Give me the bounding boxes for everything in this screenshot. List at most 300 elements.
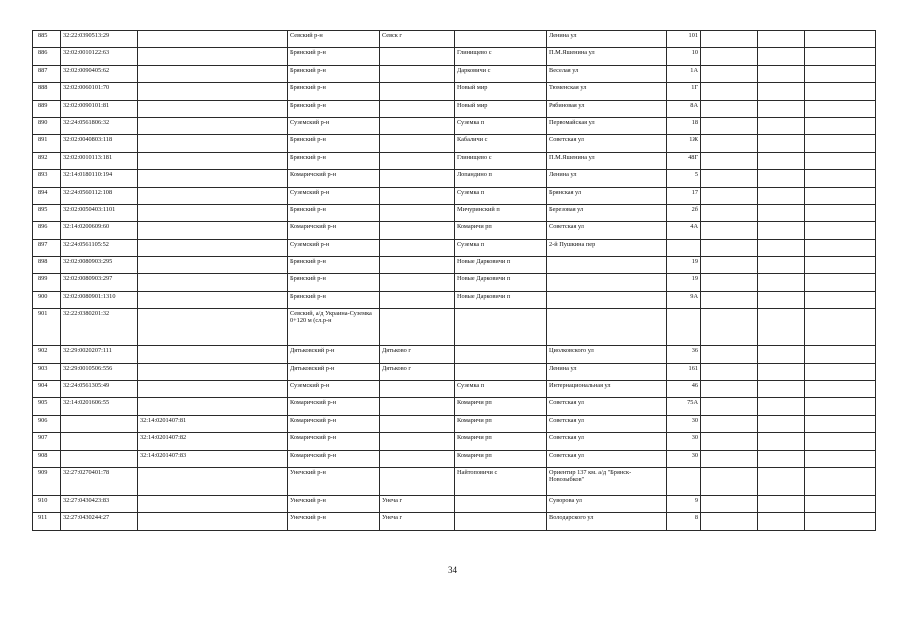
empty-cell-1 [701,48,758,65]
empty-cell-3 [805,83,876,100]
street-cell [547,291,667,308]
empty-cell-3 [805,239,876,256]
table-row [33,117,876,134]
empty-cell-3 [805,450,876,467]
street-cell: Тюменская ул [547,83,667,100]
city-cell [380,100,455,117]
cadastral-number: 32:02:0080901:1310 [61,291,138,308]
house-number-cell [667,309,701,346]
empty-cell-2 [758,222,805,239]
empty-cell-1 [701,346,758,363]
cadastral-number: 32:02:0080903:295 [61,257,138,274]
table-row [33,100,876,117]
row-number: 901 [33,309,61,346]
table-row [33,450,876,467]
row-number: 904 [33,381,61,398]
empty-cell-1 [701,204,758,221]
building-cadastral-number [138,363,288,380]
empty-cell-1 [701,239,758,256]
house-number-cell: 30 [667,450,701,467]
building-cadastral-number [138,170,288,187]
cadastral-number: 32:02:0080903:297 [61,274,138,291]
empty-cell-1 [701,309,758,346]
table-row [33,204,876,221]
table-row [33,381,876,398]
house-number-cell [667,239,701,256]
district-cell: Брянский р-н [288,100,380,117]
building-cadastral-number [138,135,288,152]
district-cell: Унечский р-н [288,467,380,495]
city-cell [380,433,455,450]
cadastral-number: 32:02:0050403:1101 [61,204,138,221]
street-cell: Интернациональная ул [547,381,667,398]
cadastral-number [61,415,138,432]
street-cell [547,257,667,274]
building-cadastral-number [138,495,288,512]
settlement-cell: Суземка п [455,187,547,204]
empty-cell-2 [758,83,805,100]
property-registry-table [32,30,876,531]
table-row [33,363,876,380]
row-number: 903 [33,363,61,380]
cadastral-number: 32:02:0090405:62 [61,65,138,82]
empty-cell-3 [805,291,876,308]
table-row [33,257,876,274]
table-row [33,83,876,100]
city-cell [380,257,455,274]
empty-cell-1 [701,117,758,134]
settlement-cell: Суземка п [455,239,547,256]
row-number: 893 [33,170,61,187]
empty-cell-1 [701,467,758,495]
row-number: 900 [33,291,61,308]
empty-cell-2 [758,309,805,346]
empty-cell-3 [805,363,876,380]
building-cadastral-number: 32:14:0201407:82 [138,433,288,450]
street-cell: Циолковского ул [547,346,667,363]
row-number: 910 [33,495,61,512]
empty-cell-3 [805,187,876,204]
empty-cell-1 [701,381,758,398]
city-cell [380,83,455,100]
street-cell: Ленина ул [547,31,667,48]
city-cell: Унеча г [380,513,455,530]
row-number: 905 [33,398,61,415]
settlement-cell [455,495,547,512]
city-cell: Севск г [380,31,455,48]
district-cell: Суземский р-н [288,187,380,204]
empty-cell-1 [701,170,758,187]
house-number-cell: 1Ж [667,135,701,152]
row-number: 889 [33,100,61,117]
cadastral-number: 32:22:0380201:32 [61,309,138,346]
empty-cell-3 [805,398,876,415]
building-cadastral-number [138,239,288,256]
building-cadastral-number [138,222,288,239]
cadastral-number: 32:02:0010113:181 [61,152,138,169]
settlement-cell: Новый мир [455,83,547,100]
settlement-cell: Новые Дарковичи п [455,274,547,291]
table-row [33,398,876,415]
empty-cell-2 [758,398,805,415]
empty-cell-3 [805,467,876,495]
empty-cell-3 [805,152,876,169]
street-cell: Советская ул [547,135,667,152]
house-number-cell: 5 [667,170,701,187]
empty-cell-1 [701,495,758,512]
table-row [33,467,876,495]
building-cadastral-number [138,48,288,65]
street-cell: Советская ул [547,415,667,432]
district-cell: Унечский р-н [288,495,380,512]
building-cadastral-number: 32:14:0201407:83 [138,450,288,467]
district-cell: Комаричский р-н [288,170,380,187]
row-number: 902 [33,346,61,363]
empty-cell-2 [758,187,805,204]
building-cadastral-number [138,309,288,346]
empty-cell-2 [758,467,805,495]
empty-cell-1 [701,152,758,169]
building-cadastral-number [138,31,288,48]
empty-cell-3 [805,415,876,432]
district-cell: Севский, а/д Украина-Суземка 0+120 м (сл.р-н [288,309,380,346]
empty-cell-3 [805,513,876,530]
district-cell: Брянский р-н [288,291,380,308]
settlement-cell [455,513,547,530]
empty-cell-2 [758,152,805,169]
empty-cell-3 [805,309,876,346]
city-cell: Дятьково г [380,363,455,380]
cadastral-number: 32:02:0060101:70 [61,83,138,100]
empty-cell-2 [758,48,805,65]
house-number-cell: 8А [667,100,701,117]
empty-cell-1 [701,187,758,204]
row-number: 907 [33,433,61,450]
city-cell [380,450,455,467]
building-cadastral-number [138,65,288,82]
city-cell [380,398,455,415]
empty-cell-3 [805,31,876,48]
city-cell: Унеча г [380,495,455,512]
house-number-cell: 9 [667,495,701,512]
table-row [33,170,876,187]
settlement-cell: Новые Дарковичи п [455,291,547,308]
street-cell: Брянская ул [547,187,667,204]
empty-cell-1 [701,398,758,415]
building-cadastral-number [138,513,288,530]
settlement-cell: Лопандино п [455,170,547,187]
street-cell [547,309,667,346]
district-cell: Комаричский р-н [288,415,380,432]
house-number-cell: 36 [667,346,701,363]
district-cell: Брянский р-н [288,48,380,65]
settlement-cell: Комаричи рп [455,398,547,415]
building-cadastral-number [138,83,288,100]
settlement-cell: Найтоповичи с [455,467,547,495]
city-cell [380,274,455,291]
table-row [33,513,876,530]
settlement-cell: Суземка п [455,381,547,398]
empty-cell-1 [701,415,758,432]
empty-cell-1 [701,257,758,274]
empty-cell-2 [758,135,805,152]
empty-cell-3 [805,135,876,152]
building-cadastral-number: 32:14:0201407:81 [138,415,288,432]
empty-cell-3 [805,170,876,187]
city-cell [380,152,455,169]
street-cell: Веселая ул [547,65,667,82]
building-cadastral-number [138,204,288,221]
cadastral-number: 32:27:0430244:27 [61,513,138,530]
empty-cell-3 [805,346,876,363]
row-number: 892 [33,152,61,169]
settlement-cell: Дарковичи с [455,65,547,82]
row-number: 911 [33,513,61,530]
district-cell: Брянский р-н [288,152,380,169]
house-number-cell: 19 [667,274,701,291]
settlement-cell [455,31,547,48]
house-number-cell: 48Г [667,152,701,169]
district-cell: Суземский р-н [288,239,380,256]
empty-cell-2 [758,513,805,530]
building-cadastral-number [138,274,288,291]
empty-cell-1 [701,31,758,48]
building-cadastral-number [138,291,288,308]
empty-cell-2 [758,346,805,363]
house-number-cell: 17 [667,187,701,204]
empty-cell-1 [701,274,758,291]
row-number: 895 [33,204,61,221]
table-body [33,31,876,531]
building-cadastral-number [138,100,288,117]
empty-cell-1 [701,100,758,117]
city-cell: Дятьково г [380,346,455,363]
empty-cell-2 [758,204,805,221]
building-cadastral-number [138,187,288,204]
city-cell [380,467,455,495]
district-cell: Брянский р-н [288,204,380,221]
empty-cell-2 [758,291,805,308]
empty-cell-2 [758,170,805,187]
building-cadastral-number [138,398,288,415]
empty-cell-2 [758,450,805,467]
empty-cell-3 [805,495,876,512]
empty-cell-2 [758,65,805,82]
empty-cell-2 [758,495,805,512]
district-cell: Комаричский р-н [288,433,380,450]
empty-cell-2 [758,117,805,134]
district-cell: Брянский р-н [288,135,380,152]
empty-cell-2 [758,363,805,380]
street-cell: Рябиновая ул [547,100,667,117]
empty-cell-1 [701,433,758,450]
empty-cell-2 [758,31,805,48]
empty-cell-1 [701,83,758,100]
empty-cell-3 [805,204,876,221]
table-row [33,222,876,239]
house-number-cell: 30 [667,415,701,432]
street-cell: Советская ул [547,222,667,239]
city-cell [380,48,455,65]
empty-cell-1 [701,135,758,152]
row-number: 888 [33,83,61,100]
house-number-cell: 75А [667,398,701,415]
street-cell: 2-й Пушкина пер [547,239,667,256]
cadastral-number: 32:14:0200609:60 [61,222,138,239]
city-cell [380,135,455,152]
street-cell: Ориентир 137 км. а/д "Брянск-Новозыбков" [547,467,667,495]
row-number: 906 [33,415,61,432]
street-cell: Березовая ул [547,204,667,221]
empty-cell-2 [758,381,805,398]
empty-cell-1 [701,291,758,308]
row-number: 886 [33,48,61,65]
row-number: 891 [33,135,61,152]
empty-cell-3 [805,65,876,82]
table-row [33,495,876,512]
row-number: 897 [33,239,61,256]
settlement-cell [455,346,547,363]
empty-cell-3 [805,274,876,291]
cadastral-number: 32:14:0180110:194 [61,170,138,187]
building-cadastral-number [138,152,288,169]
city-cell [380,381,455,398]
empty-cell-2 [758,257,805,274]
street-cell: Володарского ул [547,513,667,530]
empty-cell-2 [758,433,805,450]
street-cell: Советская ул [547,398,667,415]
city-cell [380,309,455,346]
city-cell [380,415,455,432]
street-cell: Суворова ул [547,495,667,512]
city-cell [380,204,455,221]
city-cell [380,291,455,308]
cadastral-number: 32:02:0040803:118 [61,135,138,152]
city-cell [380,239,455,256]
house-number-cell: 2б [667,204,701,221]
table-row [33,415,876,432]
street-cell: Советская ул [547,433,667,450]
street-cell: П.М.Яшенина ул [547,152,667,169]
cadastral-number: 32:24:0561305:49 [61,381,138,398]
table-row [33,346,876,363]
row-number: 909 [33,467,61,495]
row-number: 908 [33,450,61,467]
settlement-cell: Комаричи рп [455,222,547,239]
cadastral-number: 32:02:0090101:81 [61,100,138,117]
empty-cell-3 [805,100,876,117]
empty-cell-2 [758,239,805,256]
district-cell: Брянский р-н [288,65,380,82]
district-cell: Комаричский р-н [288,398,380,415]
street-cell: Советская ул [547,450,667,467]
settlement-cell: Мичуринский п [455,204,547,221]
cadastral-number [61,450,138,467]
street-cell: Первомайская ул [547,117,667,134]
settlement-cell: Новый мир [455,100,547,117]
empty-cell-3 [805,381,876,398]
row-number: 890 [33,117,61,134]
cadastral-number: 32:27:0430423:83 [61,495,138,512]
city-cell [380,117,455,134]
settlement-cell: Комаричи рп [455,433,547,450]
cadastral-number: 32:22:0390513:29 [61,31,138,48]
house-number-cell: 19 [667,257,701,274]
empty-cell-1 [701,513,758,530]
district-cell: Суземский р-н [288,381,380,398]
empty-cell-3 [805,117,876,134]
row-number: 899 [33,274,61,291]
empty-cell-1 [701,363,758,380]
cadastral-number: 32:14:0201606:55 [61,398,138,415]
settlement-cell: Глинищево с [455,48,547,65]
settlement-cell: Комаричи рп [455,450,547,467]
district-cell: Брянский р-н [288,83,380,100]
city-cell [380,170,455,187]
street-cell: П.М.Яшенина ул [547,48,667,65]
district-cell: Унечский р-н [288,513,380,530]
empty-cell-3 [805,433,876,450]
empty-cell-3 [805,48,876,65]
table-row [33,274,876,291]
cadastral-number: 32:24:0561105:52 [61,239,138,256]
street-cell [547,274,667,291]
table-row [33,433,876,450]
district-cell: Брянский р-н [288,257,380,274]
house-number-cell: 9А [667,291,701,308]
empty-cell-2 [758,274,805,291]
house-number-cell [667,467,701,495]
empty-cell-3 [805,222,876,239]
empty-cell-2 [758,415,805,432]
city-cell [380,187,455,204]
cadastral-number: 32:29:0020207:111 [61,346,138,363]
house-number-cell: 8 [667,513,701,530]
house-number-cell: 10 [667,48,701,65]
cadastral-number [61,433,138,450]
empty-cell-3 [805,257,876,274]
district-cell: Комаричский р-н [288,222,380,239]
house-number-cell: 46 [667,381,701,398]
building-cadastral-number [138,381,288,398]
row-number: 887 [33,65,61,82]
table-row [33,291,876,308]
settlement-cell [455,309,547,346]
house-number-cell: 1Г [667,83,701,100]
district-cell: Комаричский р-н [288,450,380,467]
empty-cell-1 [701,450,758,467]
table-row [33,239,876,256]
city-cell [380,65,455,82]
building-cadastral-number [138,346,288,363]
street-cell: Ленина ул [547,363,667,380]
house-number-cell: 18 [667,117,701,134]
row-number: 885 [33,31,61,48]
page-number: 34 [448,565,457,575]
building-cadastral-number [138,257,288,274]
district-cell: Дятьковский р-н [288,346,380,363]
empty-cell-2 [758,100,805,117]
district-cell: Суземский р-н [288,117,380,134]
cadastral-number: 32:24:0561806:32 [61,117,138,134]
table-row [33,48,876,65]
table-row [33,65,876,82]
settlement-cell: Новые Дарковичи п [455,257,547,274]
row-number: 896 [33,222,61,239]
empty-cell-1 [701,65,758,82]
house-number-cell: 101 [667,31,701,48]
table-row [33,309,876,346]
